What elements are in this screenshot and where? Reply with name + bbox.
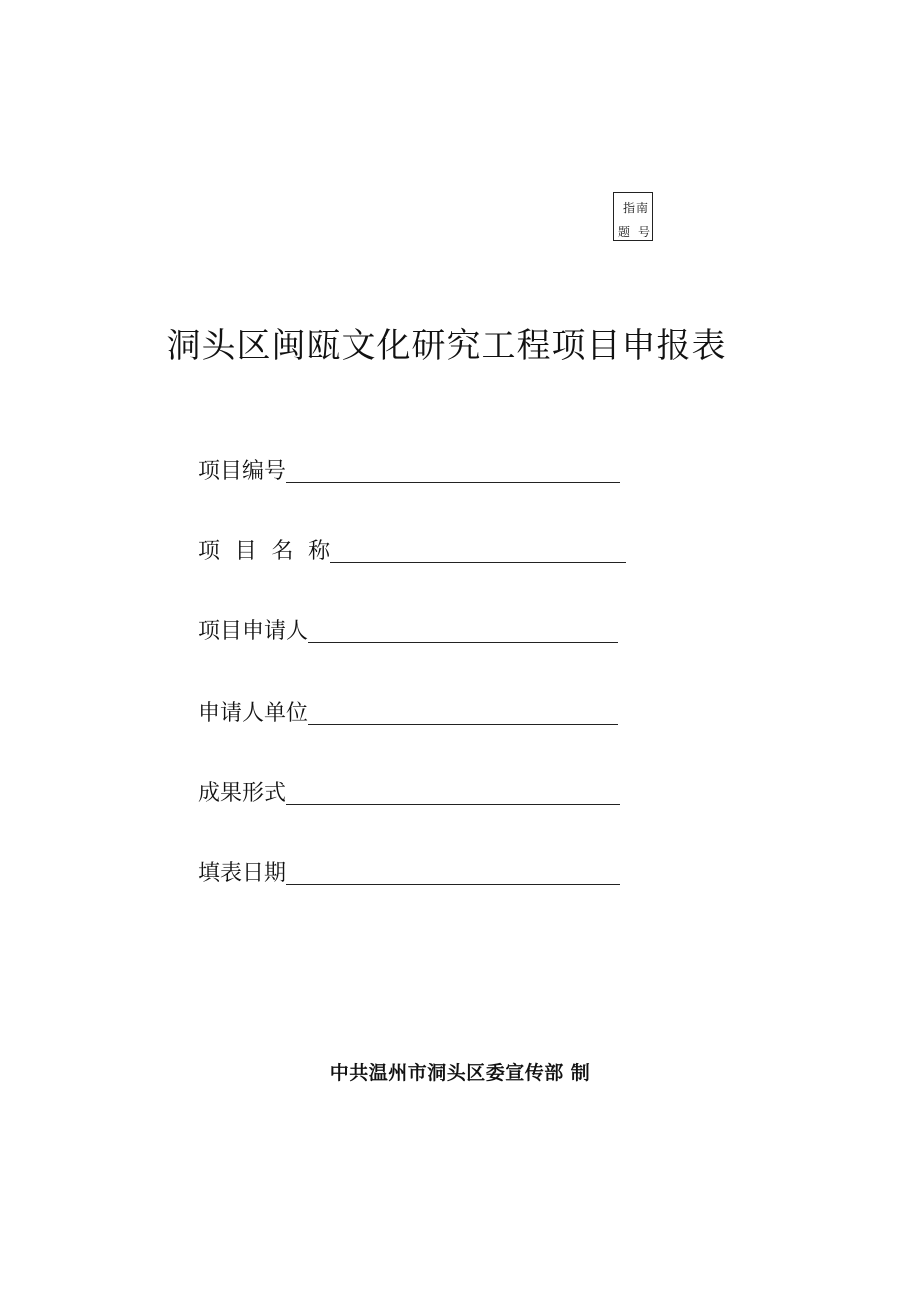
page-title: 洞头区闽瓯文化研究工程项目申报表 — [166, 326, 727, 366]
field-label: 成果形式 — [198, 781, 287, 806]
field-project-name — [198, 532, 626, 566]
field-label: 项 目 名 称 — [198, 539, 331, 564]
field-input-line[interactable] — [308, 616, 618, 643]
issuer-footer: 中共温州市洞头区委宣传部 制 — [329, 1062, 591, 1084]
field-result-form — [198, 774, 620, 808]
field-input-line[interactable] — [286, 858, 620, 885]
field-input-line[interactable] — [330, 536, 626, 563]
field-input-line[interactable] — [308, 698, 618, 725]
guide-label-bottom: 题 号 — [618, 225, 650, 239]
field-input-line[interactable] — [286, 778, 620, 805]
field-applicant-unit — [198, 694, 618, 728]
guide-label-top: 指南 — [622, 201, 649, 215]
field-label: 填表日期 — [198, 861, 287, 886]
field-applicant — [198, 612, 618, 646]
field-label: 项目申请人 — [198, 619, 309, 644]
field-fill-date — [198, 854, 620, 888]
field-input-line[interactable] — [286, 456, 620, 483]
field-project-number — [198, 452, 620, 486]
guide-topic-number-box — [613, 192, 653, 241]
field-label: 申请人单位 — [198, 701, 309, 726]
field-label: 项目编号 — [198, 459, 287, 484]
